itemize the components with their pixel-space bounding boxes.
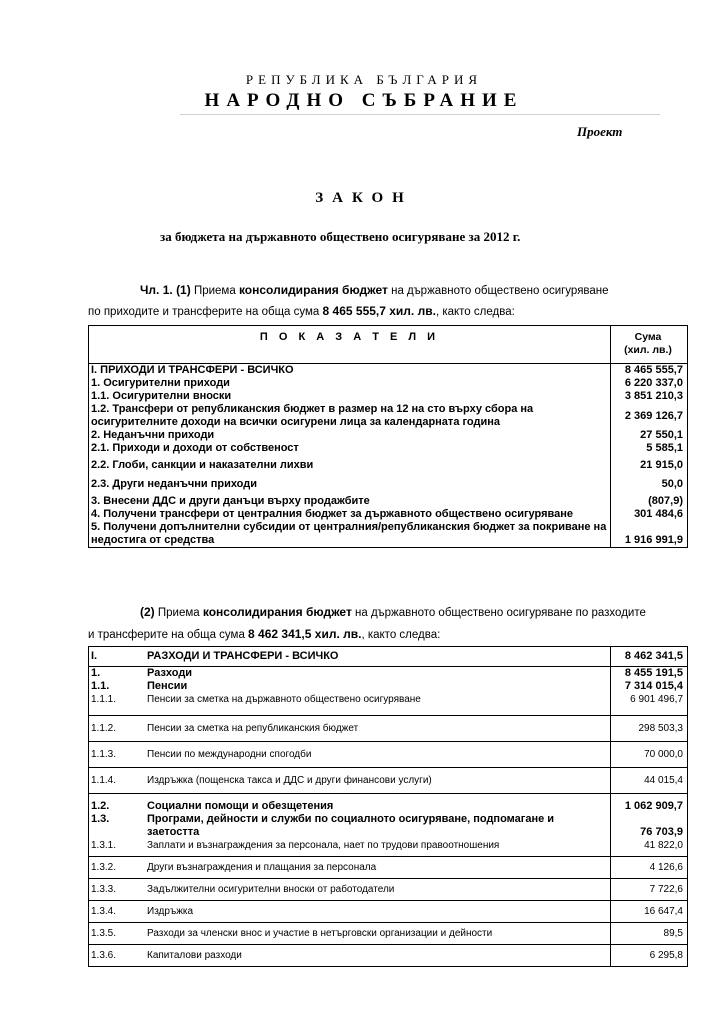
row-value: 6 901 496,7 (611, 693, 688, 715)
table-row (89, 715, 688, 741)
article-label: Чл. 1. (1) (140, 283, 191, 297)
table-row (89, 390, 688, 403)
row-code: 1.3.2. (89, 857, 146, 879)
article-1-para-2-line-2 (88, 627, 440, 641)
row-value: 6 220 337,0 (611, 377, 688, 390)
row-code: 1.1.2. (89, 715, 146, 741)
row-code: 1.3.3. (89, 879, 146, 901)
row-code: I. (91, 650, 98, 662)
table-row (89, 879, 688, 901)
row-label: Социални помощи и обезщетения (145, 793, 611, 813)
table-row (89, 901, 688, 923)
row-value: 7 722,6 (611, 879, 688, 901)
row-label: 2. Неданъчни приходи (91, 429, 215, 441)
text: и трансферите на обща сума (88, 629, 245, 641)
row-label: 1.1. Осигурителни вноски (91, 390, 232, 402)
row-value: 89,5 (611, 923, 688, 945)
row-code: 1.1.1. (91, 694, 117, 705)
text: по приходите и трансферите на обща сума (88, 306, 320, 318)
row-label: 4. Получени трансфери от централния бюджет за държавното обществено осигуряване (91, 508, 574, 520)
table-row (89, 767, 688, 793)
table-row (89, 403, 688, 429)
table-row (89, 364, 688, 378)
row-code: 1.1.3. (89, 741, 146, 767)
revenue-total: 8 465 555,7 хил. лв. (322, 304, 436, 318)
text: , както следва: (435, 306, 515, 318)
header-divider (180, 114, 660, 115)
amount-header-label: Сума (634, 331, 662, 343)
row-label: 2.3. Други неданъчни приходи (91, 478, 257, 490)
row-value: 8 465 555,7 (611, 364, 688, 378)
row-value: 1 916 991,9 (611, 521, 688, 548)
row-value: 5 585,1 (611, 442, 688, 455)
table-row (89, 442, 688, 455)
row-value: 70 000,0 (611, 741, 688, 767)
text: Приема (193, 285, 236, 297)
table-row (89, 923, 688, 945)
amount-header-unit: (хил. лв.) (624, 344, 672, 356)
table-row (89, 741, 688, 767)
row-code: 1.3.5. (89, 923, 146, 945)
row-label: 3. Внесени ДДС и други данъци върху продажбите (91, 495, 370, 507)
expense-total: 8 462 341,5 хил. лв. (248, 627, 362, 641)
draft-label: Проект (577, 124, 623, 139)
row-label: Пенсии (147, 680, 188, 692)
text: Приема (157, 607, 200, 619)
row-label: I. ПРИХОДИ И ТРАНСФЕРИ - ВСИЧКО (89, 364, 611, 378)
row-code: 1. (89, 667, 146, 681)
document-title: ЗАКОН (315, 190, 413, 206)
row-code: 1.1. (91, 680, 110, 692)
row-label: Издръжка (пощенска такса и ДДС и други финансови услуги) (145, 767, 611, 793)
row-label: 1.2. Трансфери от републиканския бюджет в размер на 12 на сто върху сбора на осигурителните доходи на всички осигурени лица за календарната година (91, 403, 534, 428)
row-value: 301 484,6 (611, 508, 688, 521)
row-code: 1.3.6. (89, 945, 146, 967)
emphasis: консолидирания бюджет (202, 605, 352, 619)
revenue-table (88, 325, 688, 548)
row-value: 44 015,4 (611, 767, 688, 793)
row-label: Заплати и възнаграждения за персонала, нает по трудови правоотношения (147, 839, 500, 851)
revenue-table-header (89, 326, 688, 364)
row-label: РАЗХОДИ И ТРАНСФЕРИ - ВСИЧКО (147, 650, 339, 662)
table-row (89, 495, 688, 508)
row-value: 8 455 191,5 (611, 667, 688, 681)
row-label: Програми, дейности и служби по социалното осигуряване, подпомагане и заетостта (147, 812, 555, 838)
amount-header (611, 326, 688, 364)
article-1-para-1-line-2 (88, 304, 515, 318)
table-row (89, 429, 688, 442)
table-row (89, 945, 688, 967)
table-row (89, 813, 688, 839)
row-label: 5. Получени допълнителни субсидии от централния/републиканския бюджет за покриване на недостига от средства (91, 521, 607, 546)
row-value: 1 062 909,7 (611, 793, 688, 813)
republic-heading: РЕПУБЛИКА БЪЛГАРИЯ (245, 72, 483, 87)
table-row (89, 667, 688, 681)
paragraph-label: (2) (140, 605, 155, 619)
emphasis: консолидирания бюджет (238, 283, 388, 297)
row-code: 1.3.4. (89, 901, 146, 923)
table-row (89, 508, 688, 521)
row-label: Задължителни осигурителни вноски от работодатели (145, 879, 611, 901)
row-label: Пенсии за сметка на държавното обществено осигуряване (147, 694, 421, 705)
article-1-para-2-line-1 (140, 605, 646, 619)
row-label: Издръжка (145, 901, 611, 923)
document-subtitle: за бюджета на държавното обществено осигуряване за 2012 г. (160, 229, 521, 244)
expense-table (88, 646, 688, 967)
row-label: 1. Осигурителни приходи (91, 377, 230, 389)
row-value: 2 369 126,7 (611, 403, 688, 429)
row-value: 298 503,3 (611, 715, 688, 741)
table-row (89, 857, 688, 879)
row-label: Пенсии за сметка на републиканския бюджет (145, 715, 611, 741)
row-value: 7 314 015,4 (611, 680, 688, 693)
text: , както следва: (361, 629, 441, 641)
row-value: 76 703,9 (611, 813, 688, 839)
row-value: 41 822,0 (611, 839, 688, 857)
row-code: 1.2. (89, 793, 146, 813)
row-label: Капиталови разходи (145, 945, 611, 967)
table-row (89, 377, 688, 390)
table-row (89, 647, 688, 667)
row-label: 2.1. Приходи и доходи от собственост (91, 442, 299, 454)
row-value: 6 295,8 (611, 945, 688, 967)
row-code: 1.3.1. (91, 839, 117, 851)
row-value: 8 462 341,5 (611, 647, 688, 667)
text: на държавното обществено осигуряване по разходите (355, 607, 646, 619)
row-code: 1.3. (91, 812, 110, 825)
table-row (89, 793, 688, 813)
table-row (89, 521, 688, 548)
row-value: 50,0 (611, 476, 688, 495)
table-row (89, 693, 688, 715)
row-value: (807,9) (611, 495, 688, 508)
row-value: 21 915,0 (611, 455, 688, 476)
row-label: Пенсии по международни спогодби (145, 741, 611, 767)
indicators-header: П О К А З А Т Е Л И (259, 331, 440, 343)
row-code: 1.1.4. (89, 767, 146, 793)
table-row (89, 455, 688, 476)
row-label: 2.2. Глоби, санкции и наказателни лихви (91, 459, 314, 471)
row-label: Разходи (145, 667, 611, 681)
row-value: 4 126,6 (611, 857, 688, 879)
row-value: 27 550,1 (611, 429, 688, 442)
article-1-para-1-line-1 (140, 283, 609, 297)
table-row (89, 680, 688, 693)
text: на държавното обществено осигуряване (391, 285, 609, 297)
row-value: 16 647,4 (611, 901, 688, 923)
table-row (89, 839, 688, 857)
row-label: Разходи за членски внос и участие в нетърговски организации и дейности (145, 923, 611, 945)
row-value: 3 851 210,3 (611, 390, 688, 403)
table-row (89, 476, 688, 495)
row-label: Други възнаграждения и плащания за персонала (145, 857, 611, 879)
assembly-heading: НАРОДНО СЪБРАНИЕ (204, 90, 524, 111)
